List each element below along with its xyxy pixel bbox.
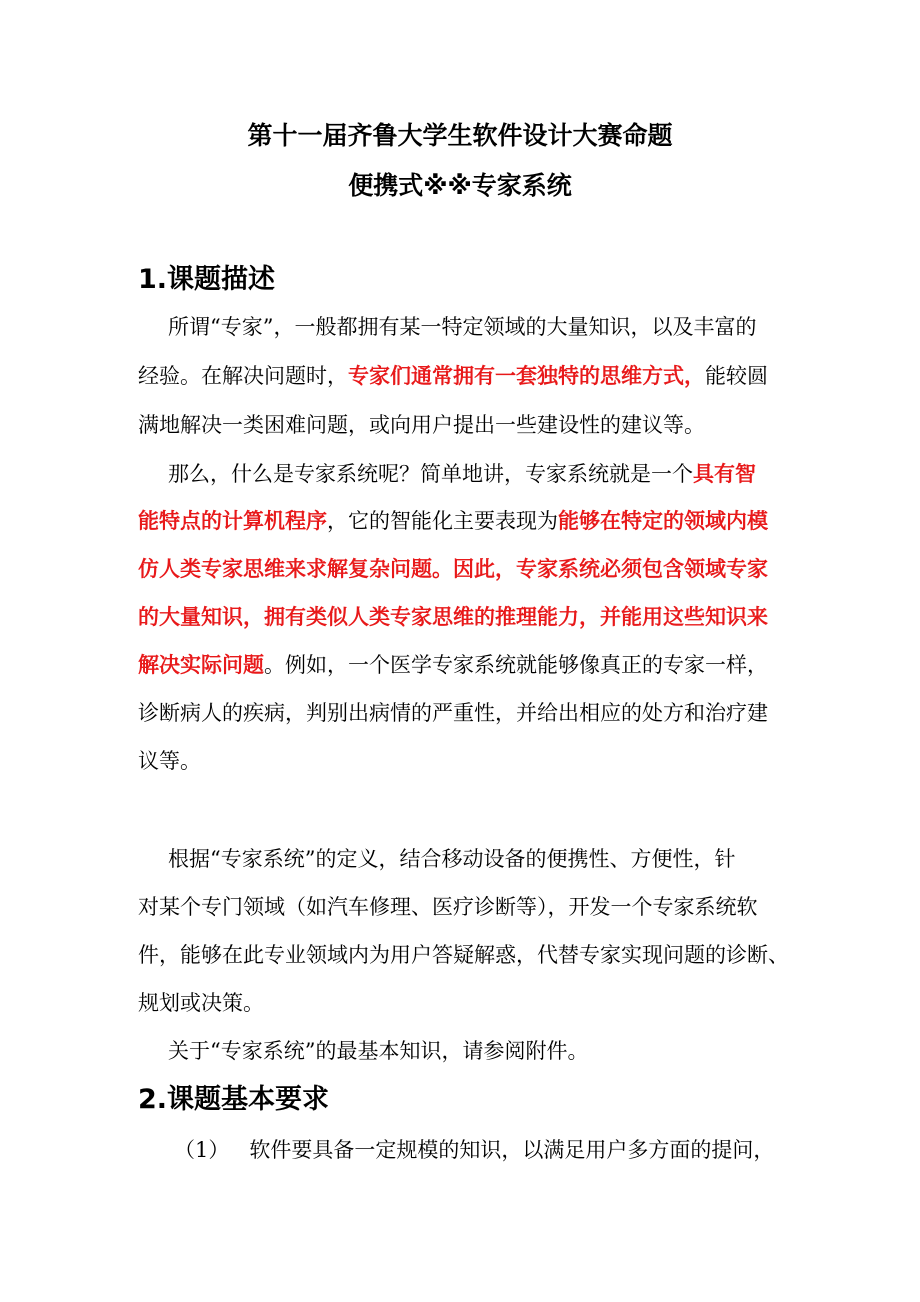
document-title: 第十一届齐鲁大学生软件设计大赛命题 bbox=[247, 121, 673, 150]
emphasis-text: 解决实际问题 bbox=[138, 652, 264, 677]
text-line: 解决实际问题。例如，一个医学专家系统就能够像真正的专家一样， bbox=[138, 652, 768, 677]
text-line: 规划或决策。 bbox=[138, 991, 264, 1015]
text-line: 满地解决一类困难问题，或向用户提出一些建设性的建议等。 bbox=[138, 413, 705, 437]
text-line: 所谓“专家”，一般都拥有某一特定领域的大量知识，以及丰富的 bbox=[168, 315, 757, 339]
text-line: 根据“专家系统”的定义，结合移动设备的便携性、方便性，针 bbox=[168, 847, 736, 871]
text-line: 能特点的计算机程序，它的智能化主要表现为能够在特定的领域内模 bbox=[138, 508, 768, 533]
text-line: 那么，什么是专家系统呢？简单地讲，专家系统就是一个具有智 bbox=[168, 461, 756, 486]
text-line: 议等。 bbox=[138, 749, 201, 773]
list-item bbox=[174, 1135, 774, 1165]
text-line: 经验。在解决问题时，专家们通常拥有一套独特的思维方式，能较圆 bbox=[138, 363, 768, 388]
text-line: 关于“专家系统”的最基本知识，请参阅附件。 bbox=[168, 1039, 589, 1063]
emphasis-text: 专家们通常拥有一套独特的思维方式， bbox=[348, 363, 705, 388]
text-line: 件，能够在此专业领域内为用户答疑解惑，代替专家实现问题的诊断、 bbox=[138, 943, 789, 967]
emphasis-text: 的大量知识，拥有类似人类专家思维的推理能力，并能用这些知识来 bbox=[138, 604, 768, 629]
section-heading-description: 1.课题描述 bbox=[138, 264, 276, 295]
list-item-number: （1） bbox=[174, 1138, 230, 1162]
section-heading-requirements: 2.课题基本要求 bbox=[138, 1084, 330, 1115]
emphasis-text: 具有智 bbox=[693, 461, 756, 486]
text-line: 诊断病人的疾病，判别出病情的严重性，并给出相应的处方和治疗建 bbox=[138, 701, 768, 725]
emphasis-text: 仿人类专家思维来求解复杂问题。因此，专家系统必须包含领域专家 bbox=[138, 556, 768, 581]
text-line: 对某个专门领域（如汽车修理、医疗诊断等），开发一个专家系统软 bbox=[138, 895, 758, 919]
emphasis-text: 能特点的计算机程序 bbox=[138, 508, 327, 533]
list-item-text: 软件要具备一定规模的知识，以满足用户多方面的提问， bbox=[249, 1138, 775, 1162]
document-subtitle: 便携式※※专家系统 bbox=[348, 171, 572, 200]
emphasis-text: 能够在特定的领域内模 bbox=[558, 508, 768, 533]
